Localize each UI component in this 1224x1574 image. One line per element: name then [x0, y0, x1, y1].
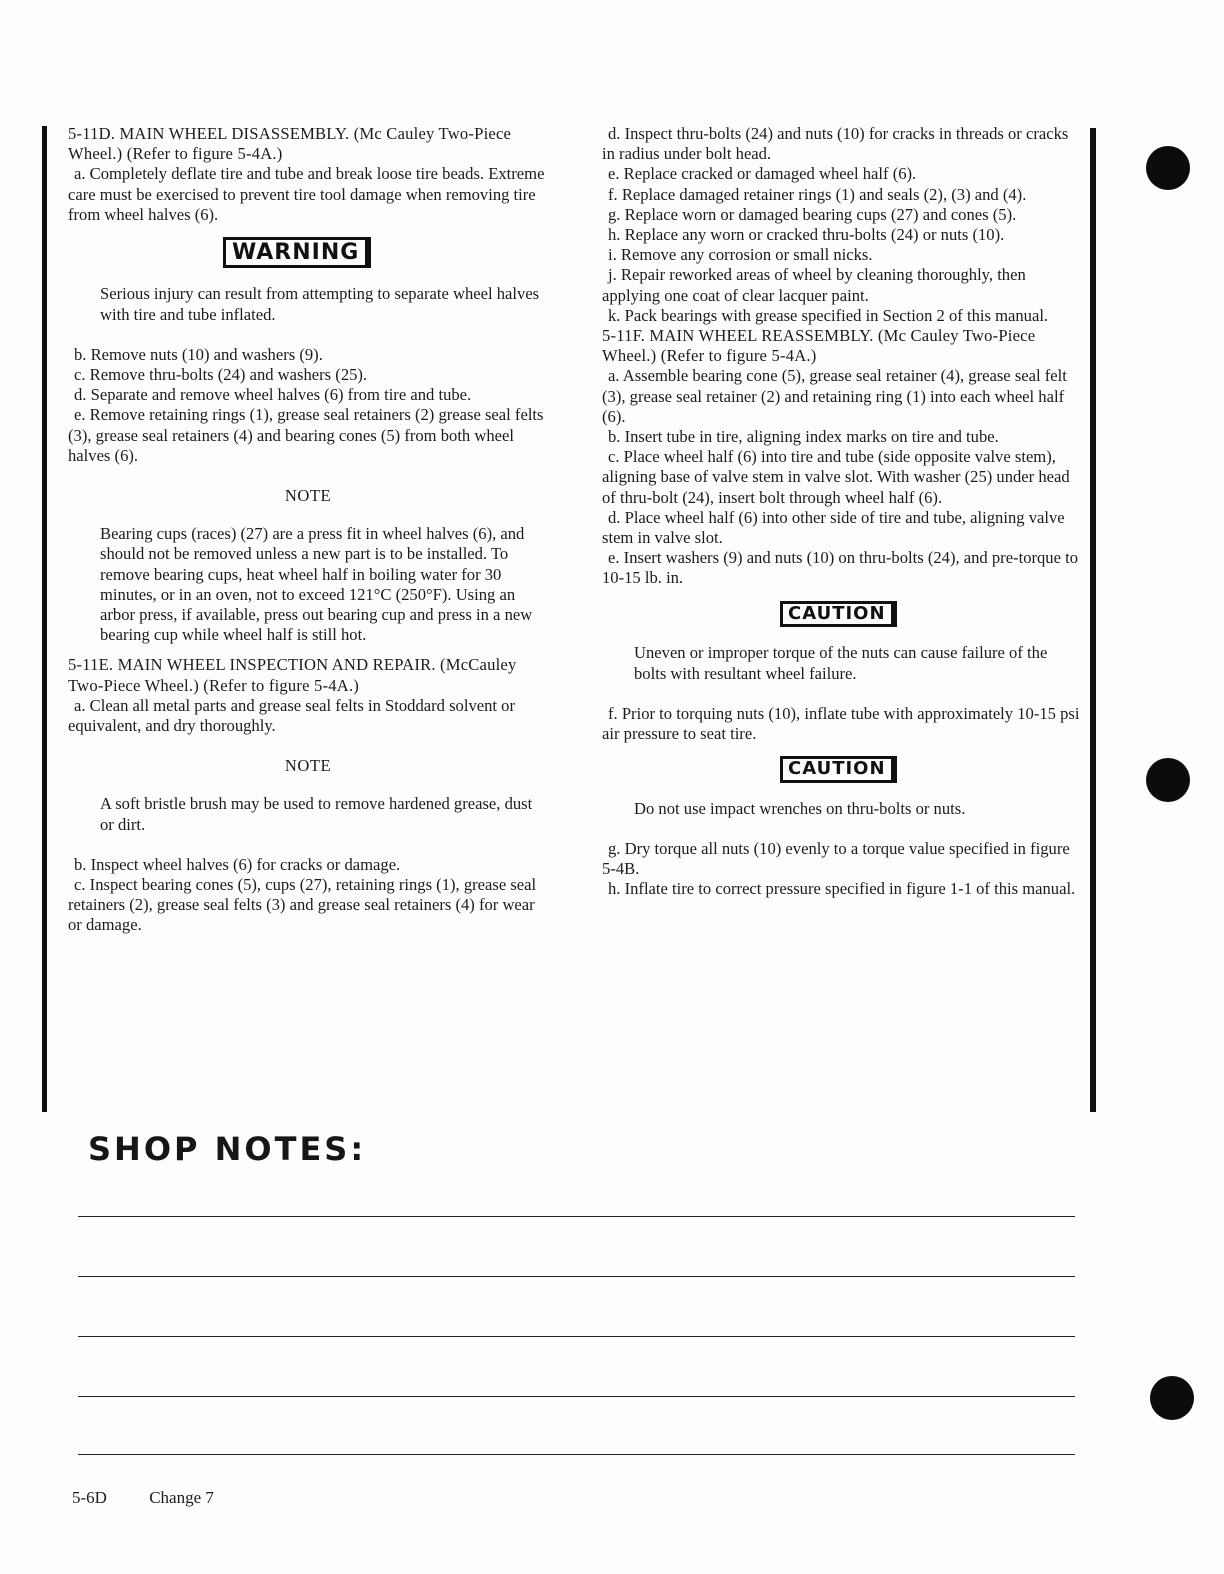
- inspection-step-a: a. Clean all metal parts and grease seal felts in Stoddard solvent or equivalent, and dry thoroughly.: [68, 695, 515, 735]
- disassembly-step-d: d. Separate and remove wheel halves (6) from tire and tube.: [74, 385, 472, 405]
- reassembly-step-c: c. Place wheel half (6) into tire and tube (side opposite valve stem), aligning base of valve stem in valve slot. With washer (25) under head of thru-bolt (24), insert bolt through wheel half (6).: [602, 447, 1070, 507]
- reassembly-step-d: d. Place wheel half (6) into other side of tire and tube, aligning valve stem in valve slot.: [602, 507, 1065, 548]
- caution-text: Uneven or improper torque of the nuts can cause failure of the bolts with resultant wheel failure.: [634, 643, 1048, 683]
- spacer: [68, 835, 548, 855]
- inspection-step-c: c. Inspect bearing cones (5), cups (27), retaining rings (1), grease seal retainers (2), grease seal felts (3) and grease seal retainers (4) for wear or damage.: [68, 874, 537, 935]
- note-label: NOTE: [284, 756, 332, 776]
- caution-callout: [602, 601, 1080, 628]
- left-column: [68, 124, 548, 936]
- inspection-heading: 5-11E. MAIN WHEEL INSPECTION AND REPAIR. (McCauley Two-Piece Wheel.) (Refer to figure 5-4A.): [68, 655, 517, 695]
- note-line: [78, 1454, 1075, 1455]
- disassembly-step-b: b. Remove nuts (10) and washers (9).: [74, 344, 323, 364]
- note-text: Bearing cups (races) (27) are a press fit in wheel halves (6), and should not be removed unless a new part is to be installed. To remove bearing cups, heat wheel half in boiling water for 30 minutes, or in an oven, not to exceed 121°C (250°F). Using an arbor press, if available, press out bearing cup and press in a new bearing cup while wheel half is still hot.: [100, 524, 533, 645]
- caution-label: CAUTION: [780, 601, 897, 628]
- reassembly-heading: 5-11F. MAIN WHEEL REASSEMBLY. (Mc Cauley Two-Piece Wheel.) (Refer to figure 5-4A.): [602, 326, 1036, 366]
- caution-label: CAUTION: [780, 756, 897, 783]
- reassembly-step-a: a. Assemble bearing cone (5), grease seal retainer (4), grease seal felt (3), grease seal retainer (2) and retaining ring (1) into each wheel half (6).: [602, 366, 1067, 426]
- inspection-step-b: b. Inspect wheel halves (6) for cracks or damage.: [74, 854, 401, 874]
- page-number: 5-6D: [72, 1488, 107, 1507]
- inspection-step-e: e. Replace cracked or damaged wheel half (6).: [608, 164, 917, 184]
- disassembly-heading: 5-11D. MAIN WHEEL DISASSEMBLY. (Mc Cauley Two-Piece Wheel.) (Refer to figure 5-4A.): [68, 124, 512, 164]
- caution-callout: [602, 756, 1080, 783]
- reassembly-step-g: g. Dry torque all nuts (10) evenly to a torque value specified in figure 5-4B.: [602, 839, 1070, 879]
- warning-callout: [68, 237, 548, 268]
- note-line: [78, 1396, 1075, 1397]
- caution-text: Do not use impact wrenches on thru-bolts or nuts.: [634, 798, 966, 818]
- disassembly-step-a: a. Completely deflate tire and tube and break loose tire beads. Extreme care must be exercised to prevent tire tool damage when removing tire from wheel halves (6).: [68, 164, 545, 224]
- note-line: [78, 1216, 1075, 1217]
- inspection-step-i: i. Remove any corrosion or small nicks.: [608, 245, 873, 265]
- inspection-step-f: f. Replace damaged retainer rings (1) and seals (2), (3) and (4).: [608, 184, 1027, 204]
- warning-label: WARNING: [223, 237, 371, 268]
- disassembly-step-c: c. Remove thru-bolts (24) and washers (25).: [74, 364, 368, 384]
- spacer: [68, 645, 548, 655]
- shop-notes-title: SHOP NOTES:: [88, 1130, 367, 1168]
- change-bar-left: [42, 126, 47, 1112]
- spacer: [68, 325, 548, 345]
- page-footer: [72, 1488, 214, 1508]
- note-label: NOTE: [284, 485, 332, 505]
- reassembly-step-f: f. Prior to torquing nuts (10), inflate tube with approximately 10-15 psi air pressure to seat tire.: [602, 703, 1080, 743]
- note-line: [78, 1336, 1075, 1337]
- reassembly-step-e: e. Insert washers (9) and nuts (10) on thru-bolts (24), and pre-torque to 10-15 lb. in.: [602, 548, 1079, 588]
- note-text: A soft bristle brush may be used to remove hardened grease, dust or dirt.: [100, 794, 533, 834]
- inspection-step-j: j. Repair reworked areas of wheel by cleaning thoroughly, then applying one coat of clear lacquer paint.: [602, 265, 1026, 305]
- change-number: Change 7: [149, 1488, 214, 1507]
- binder-hole-middle: [1146, 758, 1190, 802]
- warning-text: Serious injury can result from attempting to separate wheel halves with tire and tube inflated.: [100, 284, 540, 324]
- inspection-step-g: g. Replace worn or damaged bearing cups (27) and cones (5).: [608, 204, 1017, 224]
- right-column: [602, 124, 1080, 900]
- note-line: [78, 1276, 1075, 1277]
- spacer: [602, 819, 1080, 839]
- binder-hole-bottom: [1150, 1376, 1194, 1420]
- inspection-step-h: h. Replace any worn or cracked thru-bolts (24) or nuts (10).: [608, 225, 1005, 245]
- disassembly-step-e: e. Remove retaining rings (1), grease seal retainers (2) grease seal felts (3), grease seal retainers (4) and bearing cones (5) from both wheel halves (6).: [68, 405, 544, 465]
- reassembly-step-b: b. Insert tube in tire, aligning index marks on tire and tube.: [608, 427, 999, 447]
- spacer: [602, 684, 1080, 704]
- binder-hole-top: [1146, 146, 1190, 190]
- change-bar-right: [1090, 128, 1096, 1112]
- inspection-step-d: d. Inspect thru-bolts (24) and nuts (10) for cracks in threads or cracks in radius under bolt head.: [602, 124, 1069, 164]
- reassembly-step-h: h. Inflate tire to correct pressure specified in figure 1-1 of this manual.: [608, 879, 1076, 899]
- inspection-step-k: k. Pack bearings with grease specified in Section 2 of this manual.: [608, 305, 1049, 325]
